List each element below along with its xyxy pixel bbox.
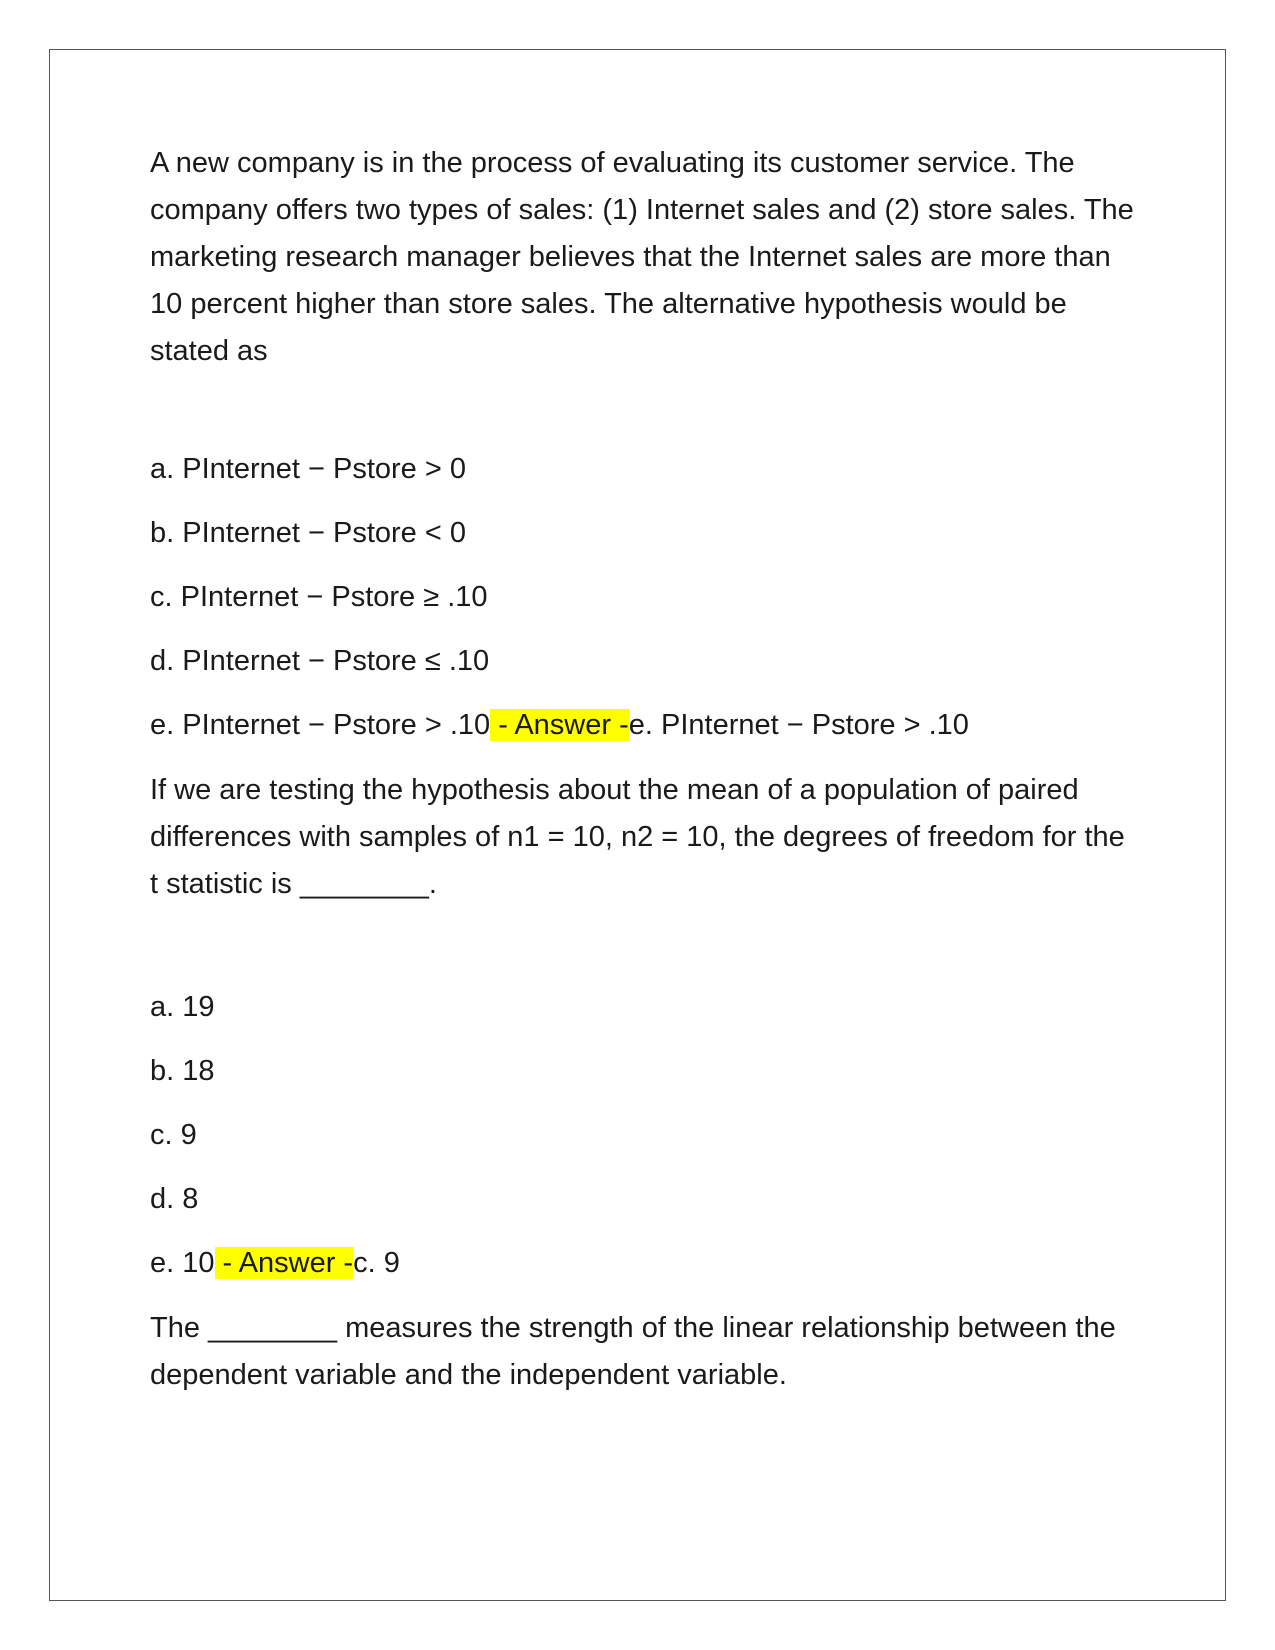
question-1-option-e: e. PInternet − Pstore > .10 [150, 709, 491, 741]
question-2-stem: If we are testing the hypothesis about the mean of a population of paired differences with samples of n1 = 10, n2 = 10, the degrees of freedom for the t statistic is ________. [150, 774, 1125, 900]
answer-highlight: - Answer - [214, 1247, 354, 1279]
question-1-option-d: d. PInternet − Pstore ≤ .10 [150, 645, 490, 677]
question-2-option-e: e. 10 [150, 1247, 215, 1279]
answer-highlight: - Answer - [490, 709, 629, 741]
question-3-stem: The ________ measures the strength of the linear relationship between the dependent variable and the independent variable. [150, 1312, 1116, 1391]
question-1-option-b: b. PInternet − Pstore < 0 [150, 517, 466, 549]
question-1-answer: e. PInternet − Pstore > .10 [628, 709, 969, 741]
question-2-option-b: b. 18 [150, 1055, 215, 1087]
question-2-answer: c. 9 [353, 1247, 400, 1279]
question-1-option-a: a. PInternet − Pstore > 0 [150, 453, 466, 485]
question-2-option-a: a. 19 [150, 991, 215, 1023]
question-1-stem: A new company is in the process of evaluating its customer service. The company offers two types of sales: (1) Internet sales and (2) store sales. The marketing research manager believes that the Internet sales are more than 10 percent higher than store sales. The alternative hypothesis would be stated as [150, 147, 1134, 367]
question-2-option-c: c. 9 [150, 1119, 197, 1151]
question-1-option-e-with-answer [150, 702, 969, 749]
question-2-option-d: d. 8 [150, 1183, 199, 1215]
question-2-option-e-with-answer [150, 1240, 400, 1287]
question-1-option-c: c. PInternet − Pstore ≥ .10 [150, 581, 488, 613]
